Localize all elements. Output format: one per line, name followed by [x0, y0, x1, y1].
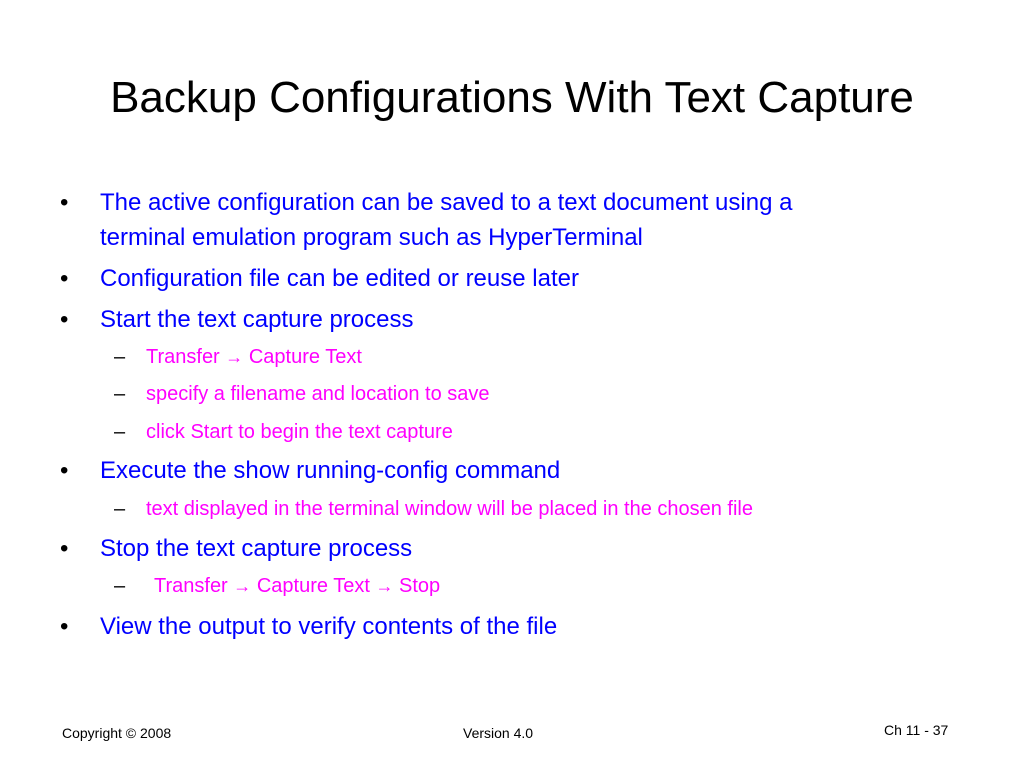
- arrow-right-icon: →: [375, 576, 394, 596]
- sub-item-click-start: [114, 418, 966, 446]
- footer-copyright: Copyright © 2008: [62, 725, 172, 741]
- sub-item-transfer: [114, 343, 966, 371]
- bullet-text: Start the text capture process: [100, 306, 414, 333]
- sub-text: click Start to begin the text capture: [146, 421, 453, 443]
- sub-text: text displayed in the terminal window will be placed in the chosen file: [146, 498, 754, 520]
- dash-marker: –: [114, 498, 126, 520]
- footer-version: Version 4.0: [463, 725, 534, 741]
- sub-text-part: Transfer: [146, 346, 220, 368]
- bullet-item-6: [60, 609, 960, 644]
- dash-marker: –: [114, 575, 126, 597]
- sub-text-part: Capture Text: [256, 575, 370, 597]
- bullet-marker: •: [60, 265, 69, 292]
- bullet-item-5: [60, 531, 960, 566]
- sub-text-part: Transfer: [154, 575, 228, 597]
- bullet-text: View the output to verify contents of the file: [100, 613, 558, 640]
- dash-marker: –: [114, 346, 126, 368]
- dash-marker: –: [114, 421, 126, 443]
- bullet-marker: •: [60, 306, 69, 333]
- bullet-marker: •: [60, 613, 69, 640]
- arrow-right-icon: →: [225, 347, 244, 367]
- bullet-text-line-2: terminal emulation program such as HyperTerminal: [100, 224, 643, 251]
- sub-item-transfer-stop: [114, 572, 974, 600]
- bullet-text: Stop the text capture process: [100, 535, 413, 562]
- sub-item-filename: [114, 380, 966, 408]
- bullet-item-1: [60, 185, 960, 255]
- bullet-marker: •: [60, 535, 69, 562]
- footer-page-number: Ch 11 - 37: [884, 722, 949, 738]
- bullet-item-3: [60, 302, 960, 337]
- bullet-text: Configuration file can be edited or reuse later: [100, 265, 579, 292]
- slide-title: Backup Configurations With Text Capture: [110, 73, 914, 122]
- bullet-item-2: [60, 261, 960, 296]
- arrow-right-icon: →: [233, 576, 252, 596]
- bullet-text-line-1: The active configuration can be saved to a text document using a: [100, 189, 793, 216]
- bullet-item-4: [60, 453, 960, 488]
- dash-marker: –: [114, 383, 126, 405]
- sub-text: specify a filename and location to save: [146, 383, 490, 405]
- sub-text-part: Stop: [399, 575, 441, 597]
- bullet-text: Execute the show running-config command: [100, 457, 561, 484]
- sub-text-part: Capture Text: [248, 346, 362, 368]
- bullet-marker: •: [60, 189, 69, 216]
- sub-item-terminal-output: [114, 495, 966, 523]
- bullet-marker: •: [60, 457, 69, 484]
